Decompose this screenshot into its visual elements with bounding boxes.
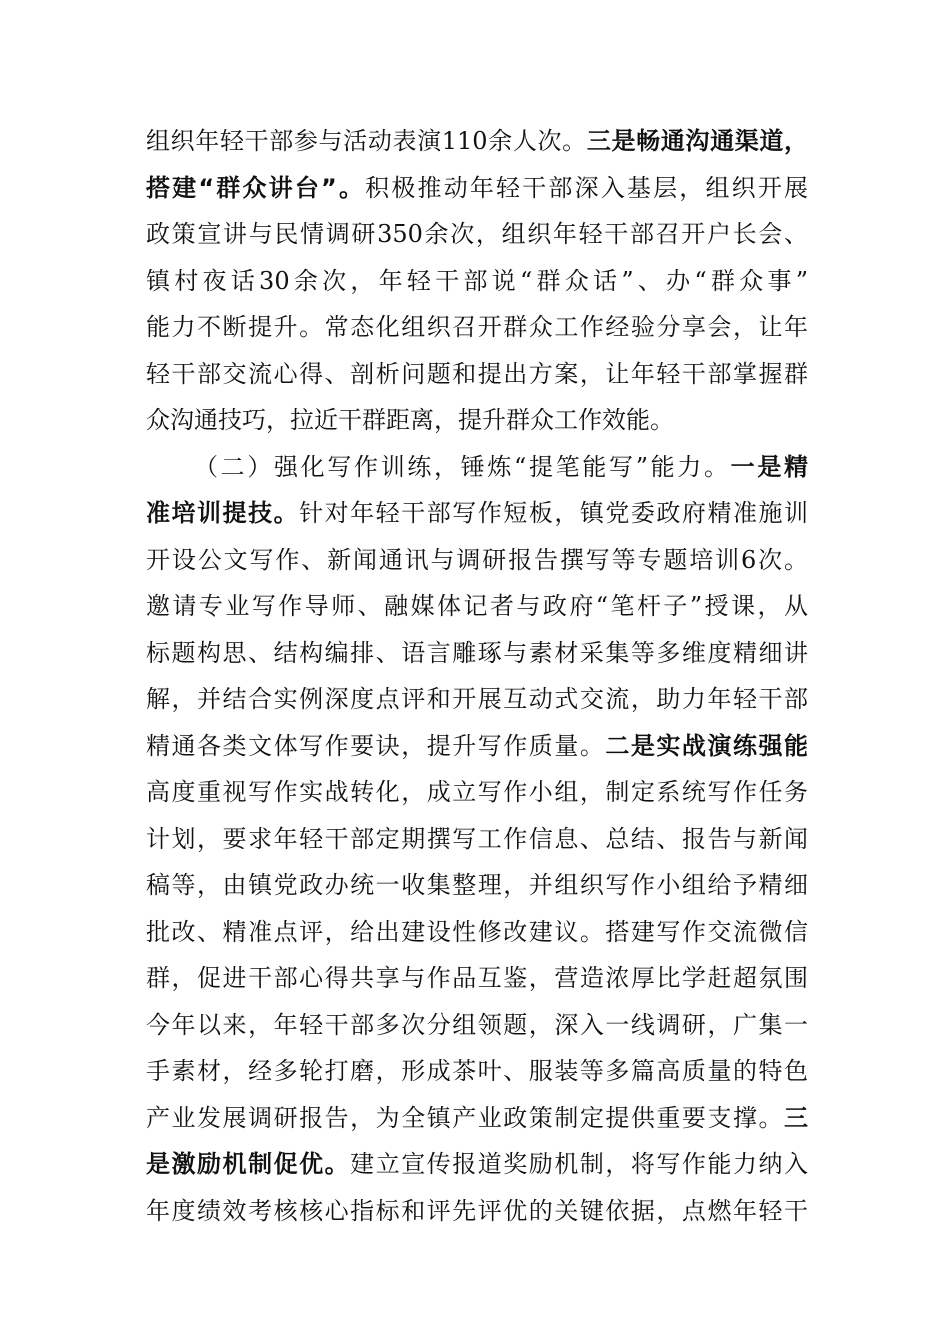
text-run: 能力不断提升。常态化组织召开群众工作经验分享会，让年 [146, 313, 808, 341]
text-line [146, 1048, 808, 1095]
text-line [146, 723, 808, 770]
text-run: 年度绩效考核核心指标和评先评优的关键依据，点燃年轻干 [146, 1196, 808, 1225]
text-line [146, 769, 808, 816]
text-line [146, 537, 808, 584]
text-line [146, 1188, 808, 1235]
bold-run: 是激励机制促优。 [146, 1150, 351, 1178]
text-run: 标题构思、结构编排、语言雕琢与素材采集等多维度精细讲 [146, 638, 808, 667]
text-run: 开设公文写作、新闻通讯与调研报告撰写等专题培训6次。 [146, 545, 808, 574]
text-line [146, 676, 808, 723]
text-line [146, 909, 808, 956]
text-run: 计划，要求年轻干部定期撰写工作信息、总结、报告与新闻 [146, 824, 808, 853]
bold-run: 二是实战演练强能 [605, 731, 808, 760]
text-line [146, 816, 808, 863]
text-run: 众沟通技巧，拉近干群距离，提升群众工作效能。 [146, 406, 674, 434]
text-line [146, 1002, 808, 1049]
text-run: 邀请专业写作导师、融媒体记者与政府“笔杆子”授课，从 [146, 592, 808, 620]
text-line [146, 490, 808, 537]
text-run: 解，并结合实例深度点评和开展互动式交流，助力年轻干部 [146, 685, 808, 713]
text-run: 产业发展调研报告，为全镇产业政策制定提供重要支撑。 [146, 1103, 784, 1132]
text-run: 手素材，经多轮打磨，形成茶叶、服装等多篇高质量的特色 [146, 1057, 808, 1085]
text-line [146, 955, 808, 1002]
section-heading-line [146, 444, 808, 491]
bold-run: 准培训提技。 [146, 499, 300, 527]
text-run: 稿等，由镇党政办统一收集整理，并组织写作小组给予精细 [146, 871, 808, 899]
text-line [146, 211, 808, 258]
text-line [146, 1095, 808, 1142]
text-line [146, 1141, 808, 1188]
text-run: 群，促进干部心得共享与作品互鉴，营造浓厚比学赶超氛围 [146, 964, 808, 992]
text-run: 组织年轻干部参与活动表演110余人次。 [146, 127, 587, 155]
text-run: 针对年轻干部写作短板，镇党委政府精准施训 [299, 499, 809, 527]
text-run: 积极推动年轻干部深入基层，组织开展 [365, 173, 809, 202]
text-run: 镇村夜话30余次，年轻干部说“群众话”、办“群众事” [146, 266, 808, 295]
bold-run: 搭建“群众讲台”。 [146, 173, 366, 202]
text-line [146, 630, 808, 677]
bold-run: 三 [784, 1103, 808, 1132]
section-heading: （二）强化写作训练，锤炼“提笔能写”能力。 [194, 452, 731, 481]
text-run: 今年以来，年轻干部多次分组领题，深入一线调研，广集一 [146, 1010, 808, 1039]
text-line [146, 258, 808, 305]
text-line [146, 304, 808, 351]
text-run: 建立宣传报道奖励机制，将写作能力纳入 [350, 1150, 809, 1178]
text-line [146, 862, 808, 909]
text-run: 高度重视写作实战转化，成立写作小组，制定系统写作任务 [146, 778, 808, 806]
text-run: 精通各类文体写作要诀，提升写作质量。 [146, 731, 606, 760]
text-run: 轻干部交流心得、剖析问题和提出方案，让年轻干部掌握群 [146, 359, 808, 388]
text-run: 政策宣讲与民情调研350余次，组织年轻干部召开户长会、 [146, 220, 808, 248]
text-line [146, 583, 808, 630]
bold-run: 一是精 [730, 452, 808, 481]
body-text [146, 118, 808, 1234]
text-line [146, 165, 808, 212]
text-line [146, 351, 808, 398]
text-line [146, 118, 808, 165]
bold-run: 三是畅通沟通渠道， [586, 127, 809, 155]
text-run: 批改、精准点评，给出建设性修改建议。搭建写作交流微信 [146, 917, 808, 946]
text-line [146, 397, 808, 444]
